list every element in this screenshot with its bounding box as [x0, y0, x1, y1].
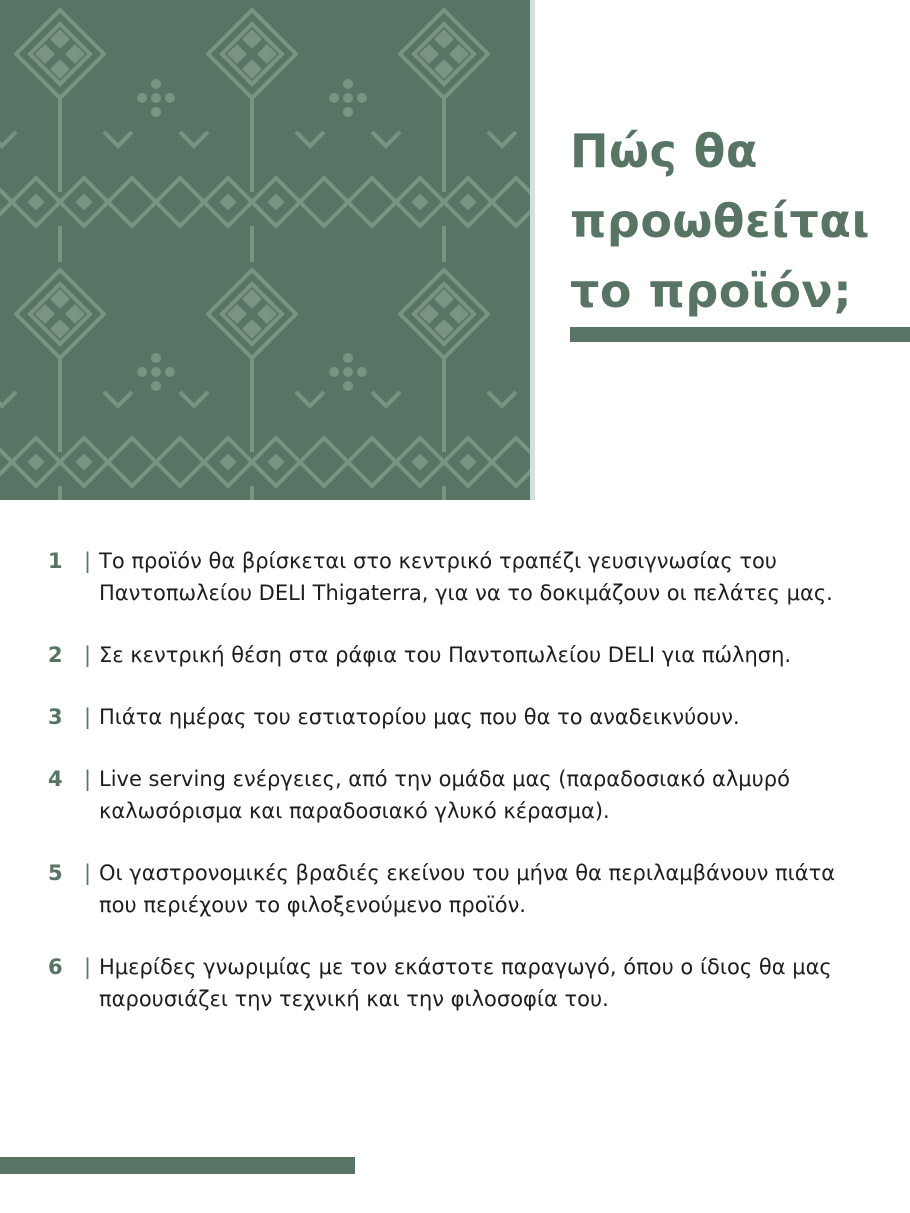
item-text: Πιάτα ημέρας του εστιατορίου μας που θα το αναδεικνύουν.	[99, 705, 740, 729]
item-separator: |	[84, 861, 92, 885]
decorative-pattern-panel	[0, 0, 530, 500]
title-line: προωθείται	[570, 194, 870, 248]
item-text: Το προϊόν θα βρίσκεται στο κεντρικό τραπέζι γευσιγνωσίας του Παντοπωλείου DELI Thigaterra, για να το δοκιμάζουν οι πελάτες μας.	[99, 549, 833, 605]
item-text: Σε κεντρική θέση στα ράφια του Παντοπωλείου DELI για πώληση.	[99, 643, 792, 667]
page-title	[570, 116, 870, 326]
item-number: 2	[48, 643, 63, 667]
panel-shadow	[530, 0, 535, 500]
item-text: Live serving ενέργειες, από την ομάδα μας (παραδοσιακό αλμυρό καλωσόρισμα και παραδοσιακό γλυκό κέρασμα).	[99, 767, 790, 823]
item-number: 1	[48, 549, 63, 573]
footer-accent-bar	[0, 1157, 355, 1174]
item-text: Ημερίδες γνωριμίας με τον εκάστοτε παραγωγό, όπου ο ίδιος θα μας παρουσιάζει την τεχνική και την φιλοσοφία του.	[99, 955, 832, 1011]
title-line: το προϊόν;	[570, 264, 853, 318]
item-separator: |	[84, 955, 92, 979]
list-item	[48, 857, 878, 921]
item-separator: |	[84, 705, 92, 729]
title-underline-bar	[570, 327, 910, 342]
folk-ornament-pattern	[0, 0, 530, 500]
title-line: Πώς θα	[570, 124, 758, 178]
item-number: 5	[48, 861, 63, 885]
item-text: Οι γαστρονομικές βραδιές εκείνου του μήνα θα περιλαμβάνουν πιάτα που περιέχουν το φιλοξενούμενο προϊόν.	[99, 861, 836, 917]
list-item	[48, 545, 878, 609]
item-number: 6	[48, 955, 63, 979]
item-separator: |	[84, 549, 92, 573]
list-item	[48, 701, 878, 733]
item-separator: |	[84, 767, 92, 791]
list-item	[48, 763, 878, 827]
item-number: 4	[48, 767, 63, 791]
item-separator: |	[84, 643, 92, 667]
item-number: 3	[48, 705, 63, 729]
list-item	[48, 639, 878, 671]
list-item	[48, 951, 878, 1015]
promotion-list	[48, 545, 878, 1015]
